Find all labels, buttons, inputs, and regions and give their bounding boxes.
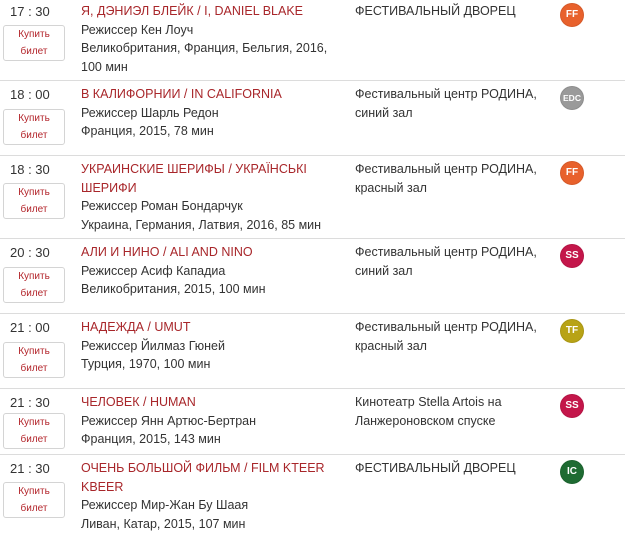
film-details: Великобритания, Франция, Бельгия, 2016, 100 мин bbox=[81, 41, 328, 74]
session-time: 21 : 30 bbox=[10, 395, 50, 410]
film-title-link[interactable]: УКРАИНСКИЕ ШЕРИФЫ / УКРАЇНСЬКІ ШЕРИФИ bbox=[81, 162, 307, 195]
buy-ticket-button[interactable] bbox=[3, 342, 65, 378]
program-badge-icon: SS bbox=[560, 244, 584, 268]
film-details: Франция, 2015, 143 мин bbox=[81, 432, 221, 446]
session-row bbox=[0, 314, 625, 389]
program-badge-icon: SS bbox=[560, 394, 584, 418]
film-director: Режиссер Кен Лоуч bbox=[81, 22, 194, 37]
session-time: 18 : 00 bbox=[10, 87, 50, 102]
film-details: Ливан, Катар, 2015, 107 мин bbox=[81, 516, 246, 531]
film-info bbox=[81, 318, 336, 374]
venue: ФЕСТИВАЛЬНЫЙ ДВОРЕЦ bbox=[355, 461, 516, 475]
buy-ticket-label: Купить билет bbox=[18, 417, 50, 445]
film-title-link[interactable]: ОЧЕНЬ БОЛЬШОЙ ФИЛЬМ / FILM KTEER KBEER bbox=[81, 461, 325, 494]
venue: Фестивальный центр РОДИНА, синий зал bbox=[355, 87, 537, 120]
film-title-link[interactable]: В КАЛИФОРНИИ / IN CALIFORNIA bbox=[81, 87, 282, 101]
film-director: Режиссер Мир-Жан Бу Шаая bbox=[81, 498, 249, 512]
film-title-link[interactable]: НАДЕЖДА / UMUT bbox=[81, 320, 191, 334]
program-badge-icon: FF bbox=[560, 161, 584, 185]
program-badge-icon: IC bbox=[560, 460, 584, 484]
film-info bbox=[81, 243, 336, 299]
session-time: 21 : 00 bbox=[10, 320, 50, 335]
film-details: Украина, Германия, Латвия, 2016, 85 мин bbox=[81, 217, 322, 232]
session-row bbox=[0, 239, 625, 314]
film-director: Режиссер Янн Артюс-Бертран bbox=[81, 413, 257, 428]
film-details: Великобритания, 2015, 100 мин bbox=[81, 282, 266, 296]
buy-ticket-label: Купить билет bbox=[18, 29, 50, 57]
venue: Фестивальный центр РОДИНА, синий зал bbox=[355, 245, 537, 278]
film-info bbox=[81, 85, 336, 141]
buy-ticket-label: Купить билет bbox=[18, 113, 50, 141]
film-director: Режиссер Асиф Кападиа bbox=[81, 263, 226, 278]
buy-ticket-button[interactable] bbox=[3, 109, 65, 145]
film-director: Режиссер Шарль Редон bbox=[81, 105, 219, 120]
buy-ticket-button[interactable] bbox=[3, 413, 65, 449]
venue: Фестивальный центр РОДИНА, красный зал bbox=[355, 162, 537, 195]
buy-ticket-button[interactable] bbox=[3, 25, 65, 61]
film-info bbox=[81, 2, 336, 76]
session-row bbox=[0, 389, 625, 455]
session-time: 20 : 30 bbox=[10, 245, 50, 260]
session-time: 21 : 30 bbox=[10, 461, 50, 476]
buy-ticket-label: Купить билет bbox=[18, 271, 50, 299]
session-row bbox=[0, 455, 625, 538]
venue: ФЕСТИВАЛЬНЫЙ ДВОРЕЦ bbox=[355, 4, 516, 18]
session-time: 18 : 30 bbox=[10, 162, 50, 177]
buy-ticket-button[interactable] bbox=[3, 183, 65, 219]
venue: Кинотеатр Stella Artois на Ланжероновском спуске bbox=[355, 395, 502, 428]
session-row bbox=[0, 0, 625, 81]
film-info bbox=[81, 393, 336, 449]
film-title-link[interactable]: ЧЕЛОВЕК / HUMAN bbox=[81, 395, 196, 409]
buy-ticket-label: Купить билет bbox=[18, 486, 50, 514]
film-details: Франция, 2015, 78 мин bbox=[81, 124, 214, 138]
session-time: 17 : 30 bbox=[10, 4, 50, 19]
film-director: Режиссер Йилмаз Гюней bbox=[81, 338, 225, 353]
film-info bbox=[81, 459, 336, 533]
session-row bbox=[0, 81, 625, 156]
film-info bbox=[81, 160, 336, 234]
program-badge-icon: TF bbox=[560, 319, 584, 343]
film-director: Режиссер Роман Бондарчук bbox=[81, 199, 243, 213]
buy-ticket-button[interactable] bbox=[3, 482, 65, 518]
program-badge-icon: FF bbox=[560, 3, 584, 27]
venue: Фестивальный центр РОДИНА, красный зал bbox=[355, 320, 537, 353]
film-title-link[interactable]: Я, ДЭНИЭЛ БЛЕЙК / I, DANIEL BLAKE bbox=[81, 4, 303, 18]
session-row bbox=[0, 156, 625, 239]
buy-ticket-label: Купить билет bbox=[18, 187, 50, 215]
film-details: Турция, 1970, 100 мин bbox=[81, 357, 211, 371]
program-badge-icon: EDC bbox=[560, 86, 584, 110]
film-title-link[interactable]: АЛИ И НИНО / ALI AND NINO bbox=[81, 245, 253, 259]
buy-ticket-button[interactable] bbox=[3, 267, 65, 303]
buy-ticket-label: Купить билет bbox=[18, 346, 50, 374]
